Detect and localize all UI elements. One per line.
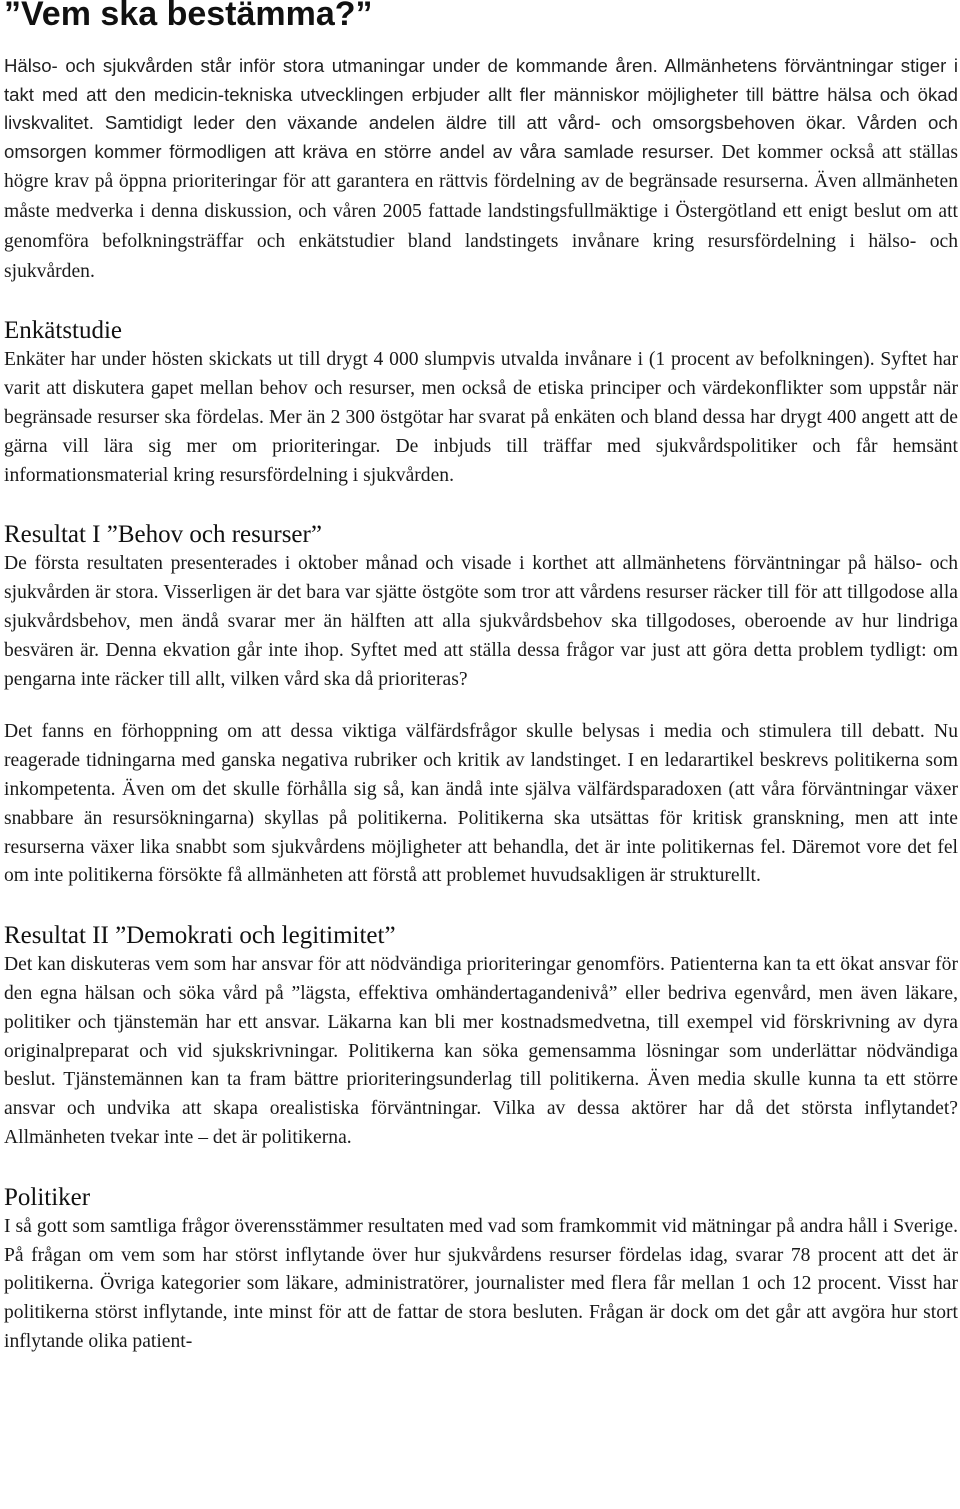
section-heading-resultat-2: Resultat II ”Demokrati och legitimitet” — [4, 922, 396, 950]
intro-text-sans: Hälso- och sjukvården står inför stora utmaningar under de kommande åren. Allmänhetens förväntningar stiger i takt med att den medicin-tekniska utvecklingen erbjuder allt fler människor möjligheter till bättre hälsa och ökad livskvalitet. Samtidigt leder den växande andelen äldre till att vård- och omsorgsbehoven ökar. Vården och omsorgen kommer förmodligen att kräva en större andel av våra samlade resurser. — [4, 55, 958, 162]
section-heading-politiker: Politiker — [4, 1183, 91, 1211]
spacer — [4, 1153, 958, 1183]
page-title: ”Vem ska bestämma?” — [4, 0, 373, 33]
resultat-1-paragraph-2: Det fanns en förhoppning om att dessa viktiga välfärdsfrågor skulle belysas i media och stimulera till debatt. Nu reagerade tidningarna med ganska negativa rubriker och kritik av landstinget. I en ledarartikel beskrevs politikerna som inkompetenta. Även om det skulle förhålla sig så, kan ändå inte själva välfärdsparadoxen (att våra förväntningar växer snabbare än resursökningarna) skyllas på politikerna. Politikerna ska utsättas för kritisk granskning, men att inte resurserna växer lika snabbt som sjukvårdens möjligheter att behandla, det är inte politikernas fel. Däremot vore det fel om inte politikerna försökte få allmänheten att förstå att problemet huvudsakligen är strukturellt. — [4, 721, 958, 887]
spacer — [4, 891, 958, 921]
section-heading-resultat-1: Resultat I ”Behov och resurser” — [4, 521, 322, 549]
politiker-paragraph: I så gott som samtliga frågor överensstämmer resultaten med vad som framkommit vid mätningar på andra håll i Sverige. På frågan om vem som har störst inflytande över hur sjukvårdens resurser fördelas idag, svarar 78 procent att det är politikerna. Övriga kategorier som läkare, administratörer, journalister med flera får mellan 1 och 12 procent. Visst har politikerna störst inflytande, inte minst för att de fattar de stora besluten. Frågan är dock om det går att avgöra hur stort inflytande olika patient- — [4, 1215, 958, 1352]
spacer — [4, 694, 958, 718]
resultat-1-paragraph-1: De första resultaten presenterades i oktober månad och visade i korthet att allmänhetens förväntningar på hälso- och sjukvården är stora. Visserligen är det bara var sjätte östgöte som tror att vårdens resurser räcker till för att tillgodose alla sjukvårdsbehov, men ändå svarar mer än hälften att alla sjukvårdsbehov ska tillgodoses, oberoende av hur lindriga besvären är. Denna ekvation går inte ihop. Syftet med att ställa dessa frågor var just att göra detta problem tydligt: om pengarna inte räcker till allt, vilken vård ska då prioriteras? — [4, 553, 958, 690]
intro-text-serif: Det kommer också att ställas högre krav på öppna prioriteringar för att garantera en rättvis fördelning av de begränsade resurserna. Även allmänheten måste medverka i denna diskussion, och våren 2005 fattade landstingsfullmäktige i Östergötland ett enigt beslut om att genomföra befolkningsträffar och enkätstudier bland landstingets invånare kring resursfördelning i hälso- och sjukvården. — [4, 141, 958, 282]
spacer — [4, 286, 958, 316]
spacer — [4, 490, 958, 520]
resultat-2-paragraph: Det kan diskuteras vem som har ansvar för att nödvändiga prioriteringar genomförs. Patienterna kan ta ett ökat ansvar för den egna hälsan och söka vård på ”lägsta, effektiva omhändertagandenivå” eller bedriva egenvård, men även läkare, politiker och tjänstemän har ett ansvar. Läkarna kan bli mer kostnadsmedvetna, till exempel vid förskrivning av dyra originalpreparat och vid sjukskrivningar. Politikerna kan söka gemensamma lösningar som underlättar nödvändiga beslut. Tjänstemännen kan ta fram bättre prioriteringsunderlag till politikerna. Även media skulle kunna ta ett större ansvar och undvika att skapa orealistiska förväntningar. Vilka av dessa aktörer har då det största inflytandet? Allmänheten tvekar inte – det är politikerna. — [4, 954, 958, 1149]
section-heading-enkatstudie: Enkätstudie — [4, 317, 123, 345]
intro-paragraph — [4, 52, 958, 286]
document-page — [4, 0, 958, 1357]
enkatstudie-paragraph: Enkäter har under hösten skickats ut till drygt 4 000 slumpvis utvalda invånare i (1 procent av befolkningen). Syftet har varit att diskutera gapet mellan behov och resurser, men också de etiska principer och värdekonflikter som uppstår när begränsade resurser ska fördelas. Mer än 2 300 östgötar har svarat på enkäten och bland dessa har drygt 400 angett att de gärna vill lära sig mer om prioriteringar. De inbjuds till träffar med sjukvårdspolitiker och får hemsänt informationsmaterial kring resursfördelning i sjukvården. — [4, 349, 958, 486]
